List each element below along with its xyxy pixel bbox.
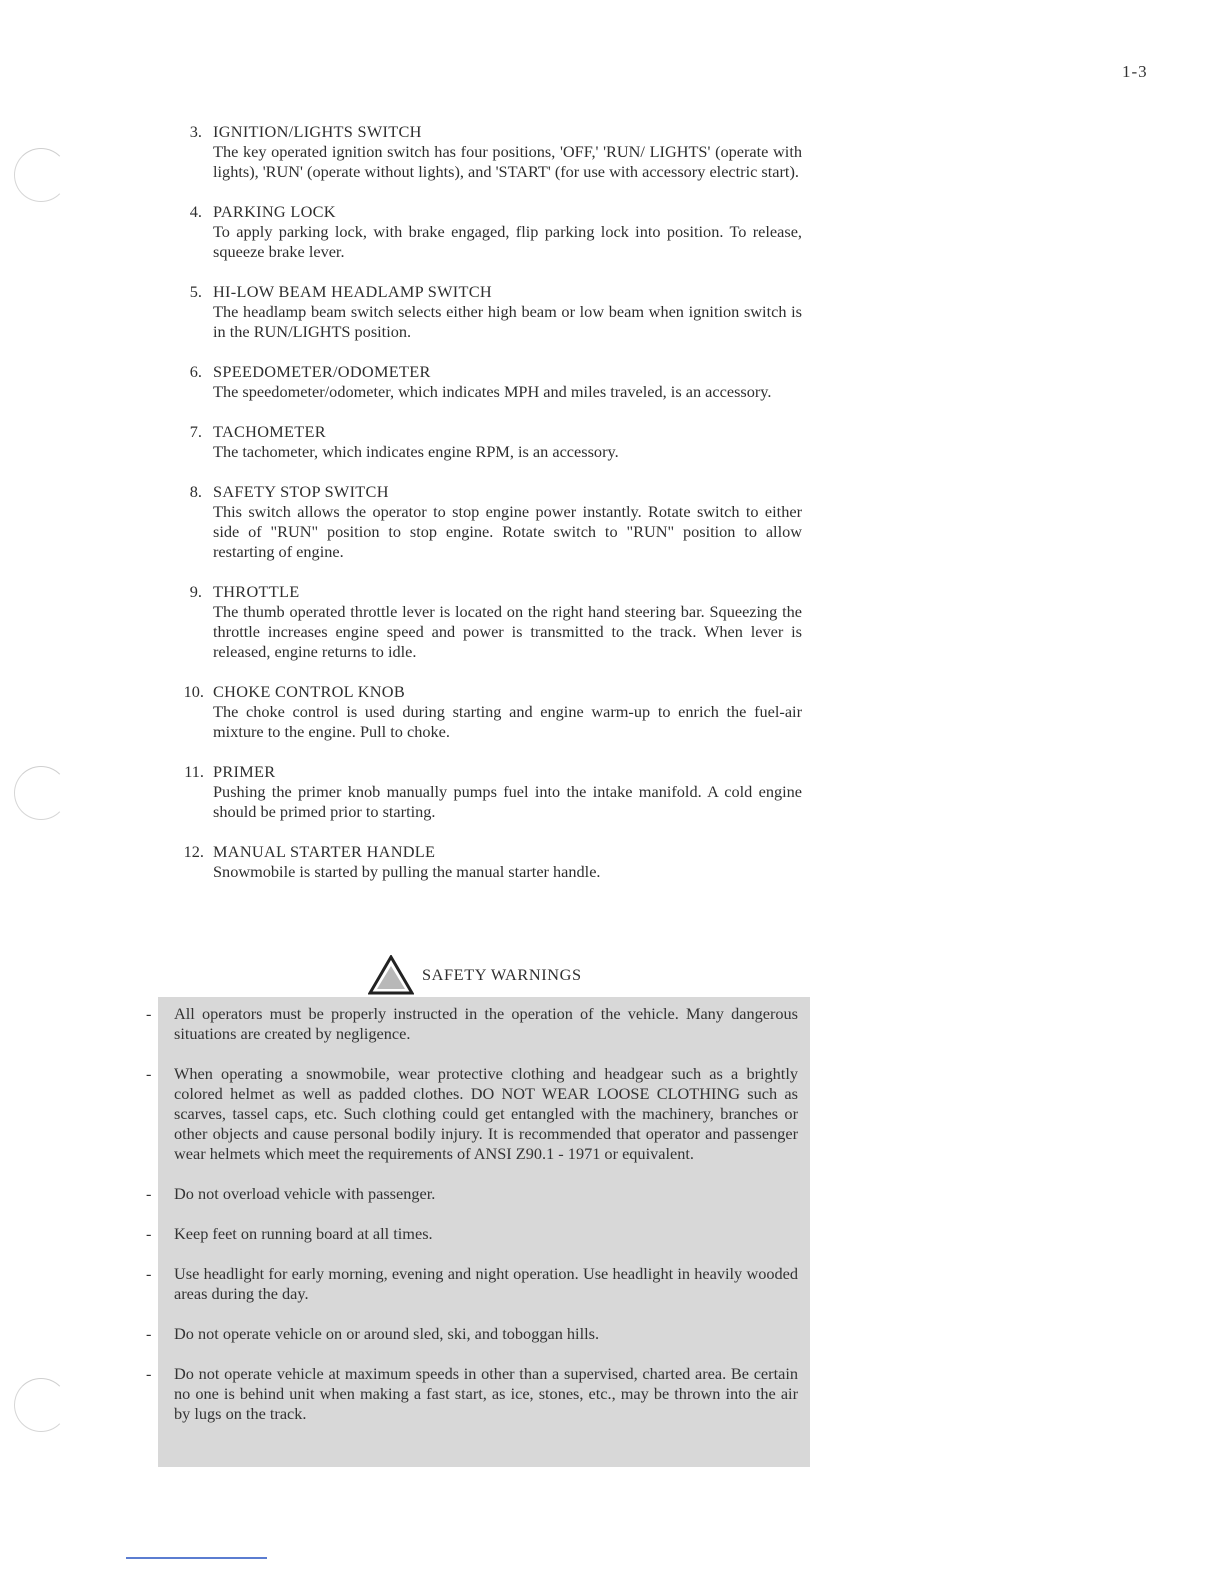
bullet-dash: -: [146, 1324, 152, 1343]
item-number: 11.: [184, 762, 204, 781]
item-body: The choke control is used during starting and engine warm-up to enrich the fuel-air mixture to the engine. Pull to choke.: [213, 702, 802, 741]
warning-item: [146, 1064, 798, 1164]
controls-list: [166, 122, 802, 902]
punch-hole-middle: [14, 766, 68, 820]
bullet-dash: -: [146, 1364, 152, 1383]
warning-text: Do not operate vehicle at maximum speeds in other than a supervised, charted area. Be certain no one is behind unit when making a fast start, as ice, stones, etc., may be thrown into the air by lugs on the track.: [174, 1364, 798, 1423]
item-title: HI-LOW BEAM HEADLAMP SWITCH: [213, 282, 492, 301]
item-body: Snowmobile is started by pulling the manual starter handle.: [213, 862, 601, 881]
safety-warnings-list: [146, 1004, 798, 1444]
list-item: [166, 422, 802, 462]
warning-item: [146, 1324, 798, 1344]
item-number: 3.: [189, 122, 202, 141]
item-title: SAFETY STOP SWITCH: [213, 482, 389, 501]
warning-item: [146, 1224, 798, 1244]
item-number: 6.: [189, 362, 202, 381]
bullet-dash: -: [146, 1004, 152, 1023]
warning-item: [146, 1004, 798, 1044]
warning-item: [146, 1364, 798, 1424]
item-number: 4.: [189, 202, 202, 221]
list-item: [166, 582, 802, 662]
item-title: PRIMER: [213, 762, 276, 781]
item-title: MANUAL STARTER HANDLE: [213, 842, 436, 861]
item-body: The key operated ignition switch has four positions, 'OFF,' 'RUN/ LIGHTS' (operate with lights), 'RUN' (operate without lights), and 'START' (for use with accessory electric start).: [213, 142, 802, 181]
item-body: This switch allows the operator to stop engine power instantly. Rotate switch to either side of "RUN" position to stop engine. Rotate switch to "RUN" position to allow restarting of engine.: [213, 502, 802, 561]
item-title: TACHOMETER: [213, 422, 326, 441]
bottom-rule: [126, 1557, 267, 1559]
list-item: [166, 682, 802, 742]
warning-text: Do not overload vehicle with passenger.: [174, 1184, 436, 1203]
item-body: The headlamp beam switch selects either high beam or low beam when ignition switch is in the RUN/LIGHTS position.: [213, 302, 802, 341]
item-body: The thumb operated throttle lever is located on the right hand steering bar. Squeezing the throttle increases engine speed and power is transmitted to the track. When lever is released, engine returns to idle.: [213, 602, 802, 661]
warning-item: [146, 1184, 798, 1204]
item-title: THROTTLE: [213, 582, 300, 601]
bullet-dash: -: [146, 1184, 152, 1203]
item-title: SPEEDOMETER/ODOMETER: [213, 362, 431, 381]
item-body: To apply parking lock, with brake engaged, flip parking lock into position. To release, squeeze brake lever.: [213, 222, 802, 261]
item-title: IGNITION/LIGHTS SWITCH: [213, 122, 422, 141]
bullet-dash: -: [146, 1064, 152, 1083]
item-body: The speedometer/odometer, which indicates MPH and miles traveled, is an accessory.: [213, 382, 772, 401]
warning-text: Keep feet on running board at all times.: [174, 1224, 433, 1243]
warning-text: Do not operate vehicle on or around sled, ski, and toboggan hills.: [174, 1324, 600, 1343]
list-item: [166, 482, 802, 562]
item-title: PARKING LOCK: [213, 202, 336, 221]
safety-warnings-header: [368, 955, 582, 995]
item-number: 9.: [189, 582, 202, 601]
list-item: [166, 842, 802, 882]
item-number: 10.: [183, 682, 204, 701]
item-number: 5.: [189, 282, 202, 301]
item-number: 8.: [189, 482, 202, 501]
punch-hole-bottom: [14, 1378, 68, 1432]
punch-hole-top: [14, 148, 68, 202]
bullet-dash: -: [146, 1224, 152, 1243]
list-item: [166, 282, 802, 342]
safety-warnings-title: SAFETY WARNINGS: [422, 965, 582, 984]
warning-triangle-icon: [368, 955, 414, 995]
list-item: [166, 202, 802, 262]
warning-text: Use headlight for early morning, evening and night operation. Use headlight in heavily wooded areas during the day.: [174, 1264, 798, 1303]
item-body: The tachometer, which indicates engine RPM, is an accessory.: [213, 442, 619, 461]
item-title: CHOKE CONTROL KNOB: [213, 682, 406, 701]
list-item: [166, 122, 802, 182]
warning-text: When operating a snowmobile, wear protective clothing and headgear such as a brightly colored helmet as well as padded clothes. DO NOT WEAR LOOSE CLOTHING such as scarves, tassel caps, etc. Such clothing could get entangled with the machinery, branches or other objects and cause personal bodily injury. It is recommended that operator and passenger wear helmets which meet the requirements of ANSI Z90.1 - 1971 or equivalent.: [174, 1064, 798, 1163]
bullet-dash: -: [146, 1264, 152, 1283]
page-number: 1-3: [1122, 62, 1148, 81]
list-item: [166, 762, 802, 822]
list-item: [166, 362, 802, 402]
warning-item: [146, 1264, 798, 1304]
warning-text: All operators must be properly instructed in the operation of the vehicle. Many dangerous situations are created by negligence.: [174, 1004, 798, 1043]
item-number: 7.: [189, 422, 202, 441]
item-body: Pushing the primer knob manually pumps fuel into the intake manifold. A cold engine should be primed prior to starting.: [213, 782, 802, 821]
item-number: 12.: [183, 842, 204, 861]
